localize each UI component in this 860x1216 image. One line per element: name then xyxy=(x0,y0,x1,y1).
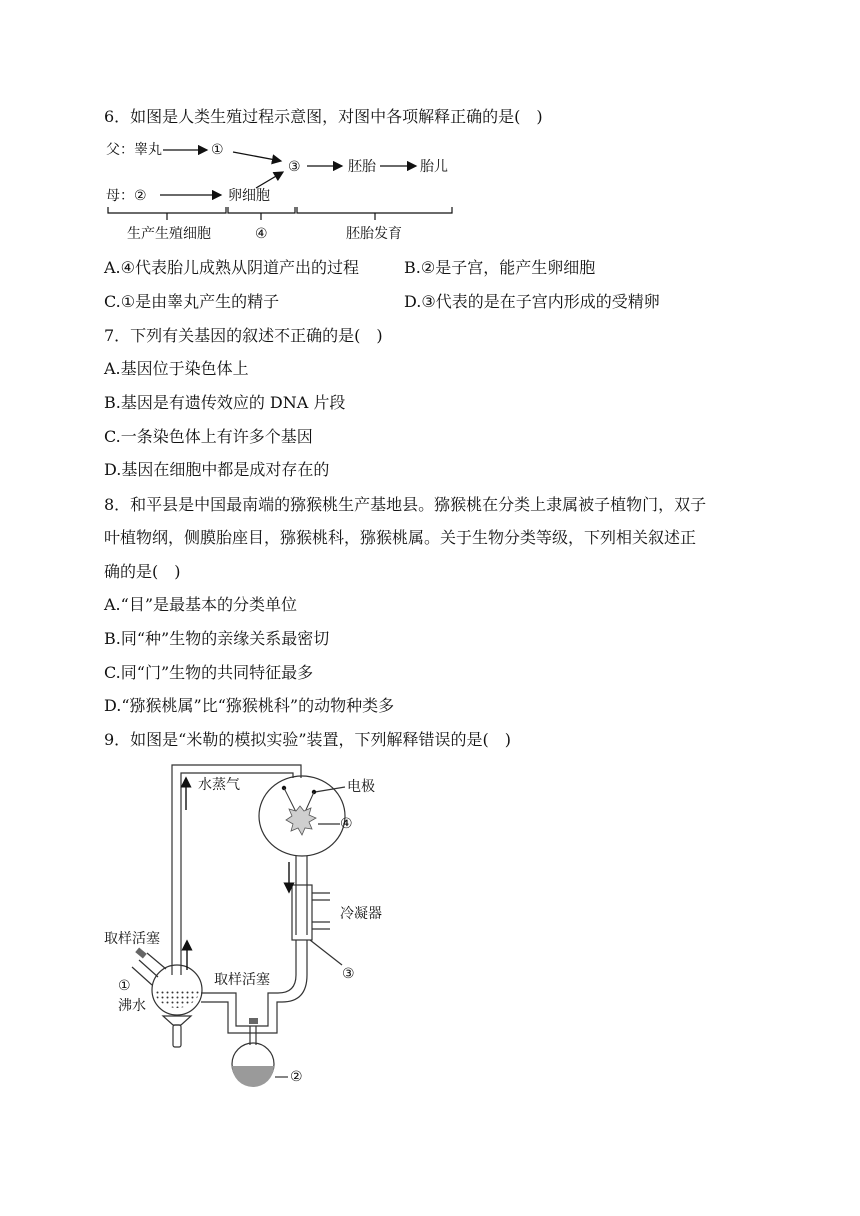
boiling-water xyxy=(153,990,201,1008)
condenser-jacket xyxy=(292,885,312,940)
circle-1-label: ① xyxy=(211,142,224,158)
q8-stem-line-2: 叶植物纲，侧膜胎座目，猕猴桃科，猕猴桃属。关于生物分类等级，下列相关叙述正 xyxy=(104,528,697,547)
circle-1-label-q9: ① xyxy=(118,978,131,994)
q6-option-b[interactable]: B.②是子宫，能产生卵细胞 xyxy=(404,258,596,277)
stage-embryo-label: 胚胎发育 xyxy=(346,226,402,242)
q8-option-c[interactable]: C.同“门”生物的共同特征最多 xyxy=(104,663,314,682)
sampling-valve-mid-label: 取样活塞 xyxy=(214,972,270,988)
stage-4-label: ④ xyxy=(255,226,268,242)
q8-stem-line-3: 确的是( ) xyxy=(104,562,181,581)
boiling-water-label: 沸水 xyxy=(118,998,146,1014)
q8-option-d[interactable]: D.“猕猴桃属”比“猕猴桃科”的动物种类多 xyxy=(104,696,395,715)
mother-label: 母：② xyxy=(106,188,147,204)
circle-4-label: ④ xyxy=(340,816,353,832)
sampling-valve-left-label: 取样活塞 xyxy=(104,931,160,947)
father-label: 父：睾丸 xyxy=(106,142,162,158)
q8-option-a[interactable]: A.“目”是最基本的分类单位 xyxy=(104,595,298,614)
q8-option-b[interactable]: B.同“种”生物的亲缘关系最密切 xyxy=(104,629,330,648)
q8-stem-line-1: 8．和平县是中国最南端的猕猴桃生产基地县。猕猴桃在分类上隶属被子植物门，双子 xyxy=(104,495,707,514)
steam-tube-inner xyxy=(181,773,293,975)
electrode-label: 电极 xyxy=(347,779,375,795)
q7-option-d[interactable]: D.基因在细胞中都是成对存在的 xyxy=(104,460,330,479)
q7-option-c[interactable]: C.一条染色体上有许多个基因 xyxy=(104,427,313,446)
condenser-label: 冷凝器 xyxy=(340,906,382,922)
q6-option-c[interactable]: C.①是由睾丸产生的精子 xyxy=(104,292,280,311)
circle-2-label-q9: ② xyxy=(290,1069,303,1085)
q6-stem: 6．如图是人类生殖过程示意图，对图中各项解释正确的是( ) xyxy=(104,107,543,126)
fetus-label: 胎儿 xyxy=(420,159,448,175)
product-liquid xyxy=(232,1066,274,1087)
q7-stem: 7．下列有关基因的叙述不正确的是( ) xyxy=(104,326,383,345)
q6-option-d[interactable]: D.③代表的是在子宫内形成的受精卵 xyxy=(404,292,660,311)
circle-3-label: ③ xyxy=(288,159,301,175)
spark-icon xyxy=(286,806,316,835)
embryo-label: 胚胎 xyxy=(348,159,376,175)
egg-label: 卵细胞 xyxy=(228,188,270,204)
q7-option-b[interactable]: B.基因是有遗传效应的 DNA 片段 xyxy=(104,393,346,412)
circle-3-label-q9: ③ xyxy=(342,966,355,982)
q6-option-a[interactable]: A.④代表胎儿成熟从阴道产出的过程 xyxy=(104,258,359,277)
q9-stem: 9．如图是“米勒的模拟实验”装置，下列解释错误的是( ) xyxy=(104,730,512,749)
steam-tube-outer xyxy=(172,765,301,975)
steam-label: 水蒸气 xyxy=(198,777,240,793)
q7-option-a[interactable]: A.基因位于染色体上 xyxy=(104,359,249,378)
stage-gamete-label: 生产生殖细胞 xyxy=(127,226,211,242)
